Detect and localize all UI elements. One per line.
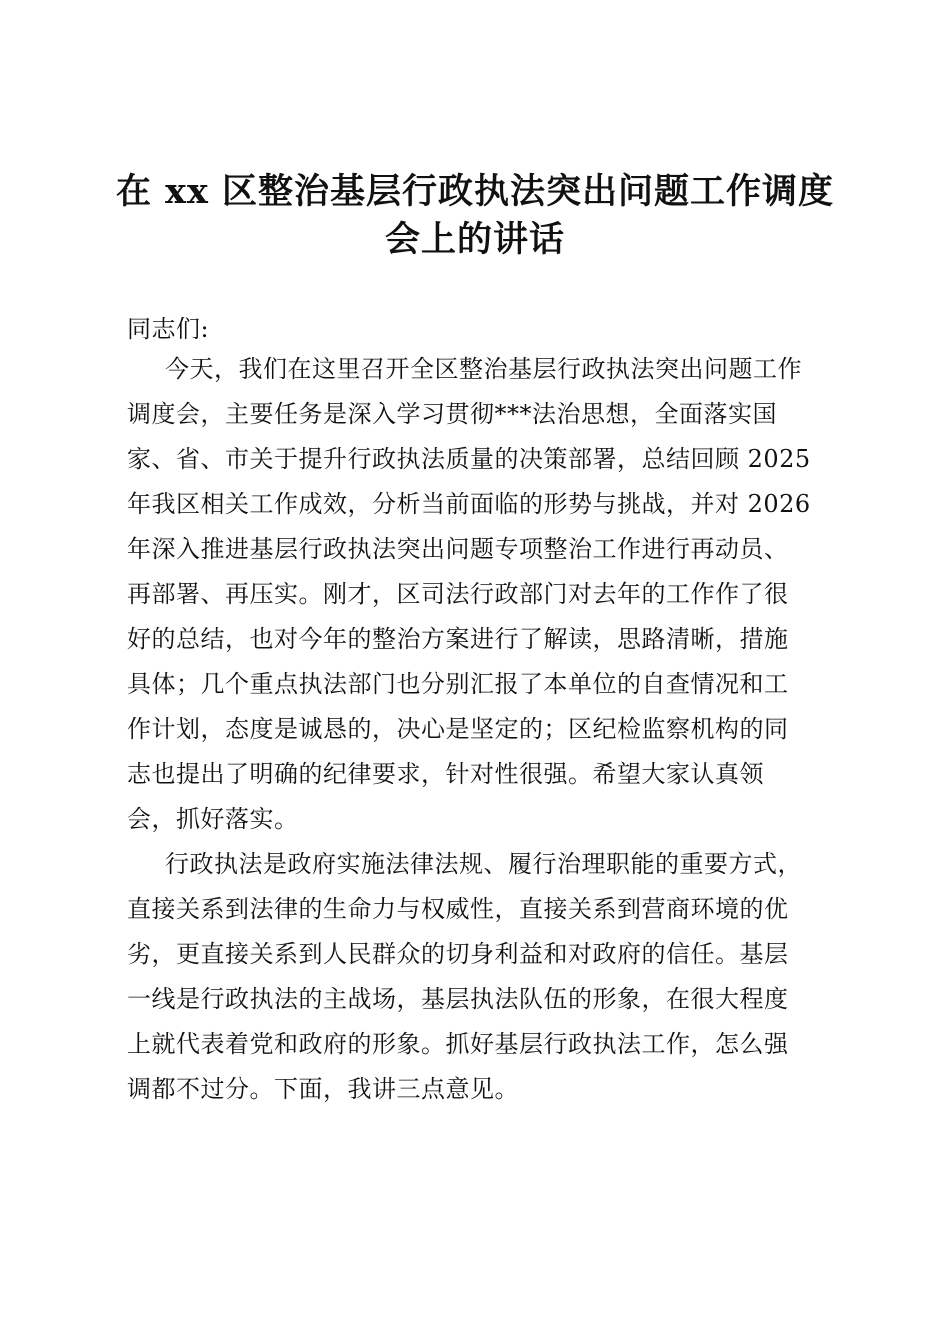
paragraph-1-line: 会，抓好落实。 (127, 805, 299, 833)
paragraph-2-line: 行政执法是政府实施法律法规、履行治理职能的重要方式， (165, 850, 802, 878)
document-title-line-1: 在 xx 区整治基层行政执法突出问题工作调度 (115, 171, 835, 212)
paragraph-1-line: 好的总结，也对今年的整治方案进行了解读，思路清晰，措施 (127, 625, 789, 653)
paragraph-1-line: 再部署、再压实。刚才，区司法行政部门对去年的工作作了很 (127, 580, 789, 608)
paragraph-1-line: 志也提出了明确的纪律要求，针对性很强。希望大家认真领 (127, 760, 764, 788)
paragraph-1-line: 家、省、市关于提升行政执法质量的决策部署，总结回顾 2025 (127, 445, 811, 473)
paragraph-2-line: 一线是行政执法的主战场，基层执法队伍的形象，在很大程度 (127, 985, 789, 1013)
paragraph-2-line: 劣，更直接关系到人民群众的切身利益和对政府的信任。基层 (127, 940, 789, 968)
document-title-line-2: 会上的讲话 (384, 219, 565, 260)
paragraph-1-line: 调度会，主要任务是深入学习贯彻***法治思想，全面落实国 (127, 400, 777, 428)
paragraph-1-line: 年我区相关工作成效，分析当前面临的形势与挑战，并对 2026 (127, 490, 811, 518)
paragraph-1-line: 年深入推进基层行政执法突出问题专项整治工作进行再动员、 (127, 535, 789, 563)
paragraph-1-line: 作计划，态度是诚恳的，决心是坚定的；区纪检监察机构的同 (127, 715, 789, 743)
paragraph-2-line: 调都不过分。下面，我讲三点意见。 (127, 1075, 519, 1103)
paragraph-1-line: 具体；几个重点执法部门也分别汇报了本单位的自查情况和工 (127, 670, 789, 698)
salutation: 同志们: (127, 315, 210, 343)
paragraph-2-line: 直接关系到法律的生命力与权威性，直接关系到营商环境的优 (127, 895, 789, 923)
paragraph-1-line: 今天，我们在这里召开全区整治基层行政执法突出问题工作 (165, 355, 802, 383)
paragraph-2-line: 上就代表着党和政府的形象。抓好基层行政执法工作，怎么强 (127, 1030, 789, 1058)
